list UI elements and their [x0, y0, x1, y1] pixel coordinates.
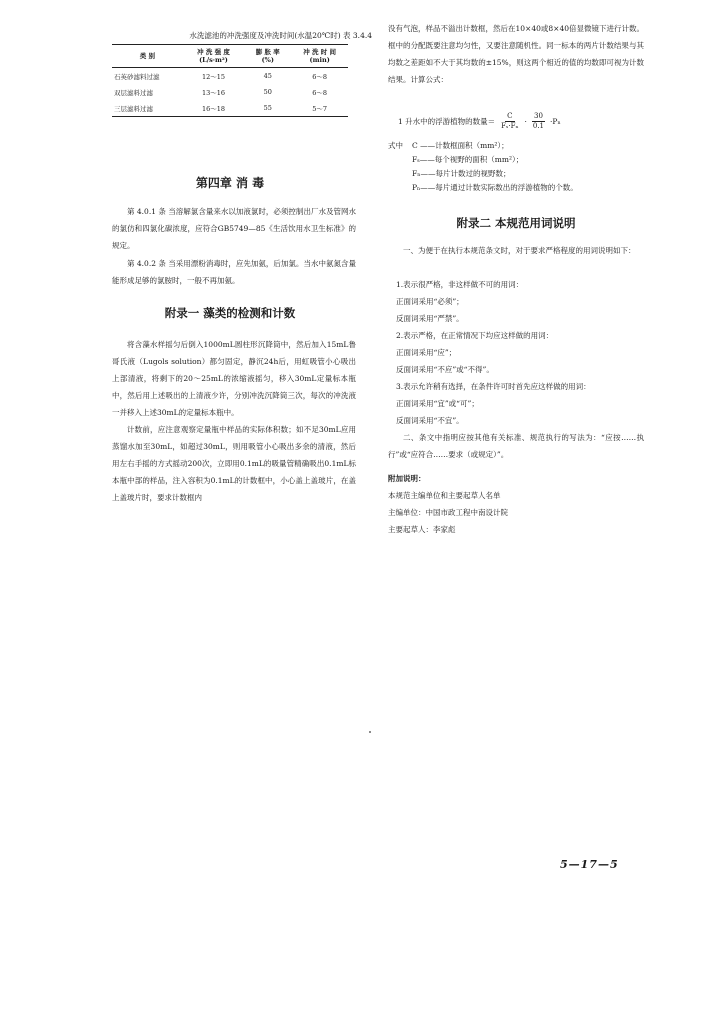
main-drafter: 主要起草人：李家彪 — [388, 525, 456, 534]
table-cell: 5～7 — [291, 100, 348, 117]
chief-editor-unit: 主编单位：中国市政工程中南设计院 — [388, 508, 508, 517]
variable-pn: Pₙ——每片通过计数实际数出的浮游植物的个数。 — [412, 183, 578, 192]
variable-fn: Fₙ——每片计数过的视野数； — [412, 169, 511, 178]
table-cell: 13～16 — [201, 88, 225, 97]
chapter-title: 第四章 消 毒 — [195, 176, 265, 190]
variable-c: C ——计数框面积（mm²）； — [412, 141, 509, 150]
table-header-cell: 冲 洗 时 间 (min) — [291, 45, 348, 68]
table-caption: 水洗滤池的冲洗强度及冲洗时间(水温20℃时) 表 3.4.4 — [189, 31, 372, 40]
table-header-cell: 膨 胀 率 (%) — [244, 45, 291, 68]
table-cell: 12～15 — [201, 72, 225, 81]
rule-1-positive: 正面词采用“必须”； — [396, 297, 464, 306]
appendix1-title: 附录一 藻类的检测和计数 — [164, 306, 296, 320]
appendix1-paragraph-1: 将含藻水样摇匀后倒入1000mL圆柱形沉降筒中，然后加入15mL鲁哥氏液（Lugols solution）都匀固定，静沉24h后，用虹吸管小心吸出上部清液，将剩下的20～25mL的浓缩液摇匀，移入30mL定量标本瓶中，然后用上述吸出的上清液少许，分别冲洗沉降筒三次，每次的冲洗液一并移入上述30mL的定量标本瓶中。 — [112, 340, 356, 417]
rule-2-negative: 反面词采用“不应”或“不得”。 — [396, 365, 494, 374]
fraction-denominator: 0.1 — [532, 122, 545, 130]
counting-paragraph: 没有气泡，样品不溢出计数框，然后在10×40或8×40倍显微镜下进行计数。框中的分配既要注意均匀性，又要注意随机性。同一标本的两片计数结果与其均数之差距如不大于其均数的±15%，则这两个相近的值的均数即可视为计数结果。计算公式： — [388, 24, 644, 84]
appendix2-item-2: 二、条文中指明应按其他有关标准、规范执行的写法为：“应按……执行”或“应符合……要求（或规定）”。 — [388, 433, 644, 459]
table-header-cell: 类 别 — [112, 45, 183, 68]
table-cell: 45 — [263, 72, 272, 81]
rule-1: 1.表示很严格，非这样做不可的用词： — [396, 280, 524, 289]
table-header-row — [112, 45, 348, 68]
fraction-numerator: 30 — [533, 112, 543, 120]
formula-operator: · — [524, 117, 527, 126]
clause-4-0-2: 第 4.0.2 条 当采用漂粉消毒时，应先加氨，后加氯。当水中氨氮含量能形成足够的氯胺时，一般不再加氨。 — [112, 259, 356, 285]
table-cell: 三层滤料过滤 — [112, 100, 183, 117]
rule-1-negative: 反面词采用“严禁”。 — [396, 314, 464, 323]
table-cell: 双层滤料过滤 — [114, 88, 153, 97]
table-row — [112, 100, 348, 117]
rule-3-positive: 正面词采用“宜”或“可”； — [396, 399, 479, 408]
table-cell: 50 — [263, 88, 272, 97]
fraction-numerator: C — [507, 112, 513, 120]
rule-3-negative: 反面词采用“不宜”。 — [396, 416, 464, 425]
rule-3: 3.表示允许稍有选择，在条件许可时首先应这样做的用词： — [396, 382, 591, 391]
table-row — [112, 68, 348, 85]
table-row — [112, 84, 348, 100]
rule-2-positive: 正面词采用“应”； — [396, 348, 457, 357]
rule-2: 2.表示严格，在正常情况下均应这样做的用词： — [396, 331, 554, 340]
count-formula — [398, 112, 561, 131]
table-cell: 6～8 — [312, 72, 328, 81]
appendix2-title: 附录二 本规范用词说明 — [456, 216, 576, 230]
clause-4-0-1: 第 4.0.1 条 当溶解氯含量来水以加液氯时，必须控制出厂水及管网水的氯仿和四氯化碳浓度，应符合GB5749—85《生活饮用水卫生标准》的规定。 — [112, 207, 356, 250]
formula-fraction-1 — [499, 112, 520, 131]
formula-tail: ·Pₙ — [550, 117, 561, 126]
additional-notes-line-1: 本规范主编单位和主要起草人名单 — [388, 491, 501, 500]
where-label: 式中 — [388, 141, 403, 150]
table-cell: 6～8 — [312, 88, 328, 97]
variable-fs: Fₛ——每个视野的面积（mm²）； — [412, 155, 524, 164]
formula-fraction-2 — [531, 112, 546, 131]
fraction-denominator: Fₛ·Fₙ — [501, 122, 519, 130]
formula-lead: 1 升水中的浮游植物的数量＝ — [398, 117, 496, 126]
table-cell: 16～18 — [183, 100, 244, 117]
additional-notes-title: 附加说明： — [388, 474, 426, 483]
appendix1-paragraph-2: 计数前，应注意观察定量瓶中样品的实际体积数；如不足30mL应用蒸馏水加至30mL，如超过30mL，则用吸管小心吸出多余的清液，然后用左右手摇的方式摇动200次，立即用0.1mL的吸量管精确吸出0.1mL标本瓶中部的样品，注入容积为0.1mL的计数框中，小心盖上盖玻片，在盖上盖玻片时，要求计数框内 — [112, 425, 356, 502]
appendix2-intro: 一、为便于在执行本规范条文时，对于要求严格程度的用词说明如下： — [403, 246, 636, 255]
flush-intensity-table — [112, 44, 348, 117]
table-cell: 55 — [244, 100, 291, 117]
table-header-cell: 冲 洗 强 度 (L/s·m²) — [183, 45, 244, 68]
page-number: 5—17—5 — [560, 858, 619, 871]
table-cell: 石英砂滤料过滤 — [114, 72, 160, 81]
scan-speck — [369, 731, 371, 733]
